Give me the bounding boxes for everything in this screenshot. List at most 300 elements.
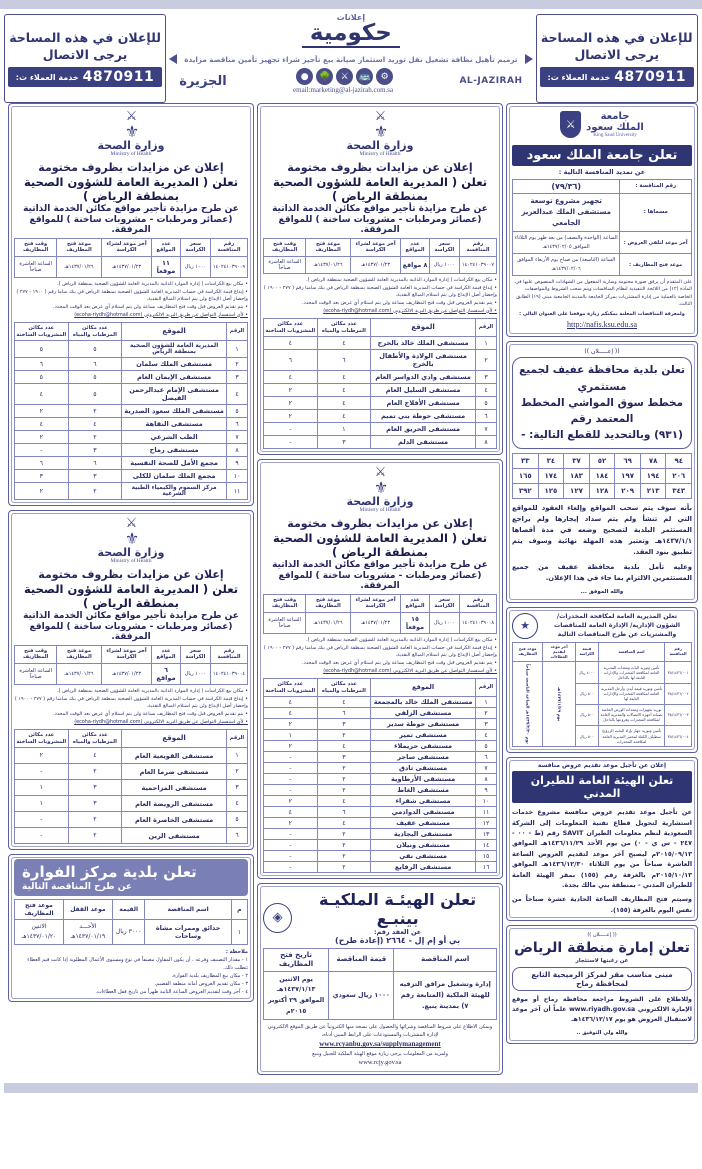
ad-left-phone-label: خدمة العملاء ت:	[547, 72, 611, 82]
loc-idx: ١١	[476, 807, 497, 818]
moh-h1: إعلان عن مزايدات بظروف مختومة	[287, 516, 473, 530]
loc-idx: ١١	[227, 483, 248, 500]
afif-headline-line2: مخطط سوق المواشي المخطط المعتمد رقم	[520, 396, 684, 426]
loc-cold: ٤	[317, 818, 371, 829]
ksu-row0-label: رقم المنافسة :	[620, 179, 692, 193]
fawwarah-th-1: اسم المناقصة	[145, 900, 231, 920]
moh-h3: عن طرح مزايدة تأجير مواقع مكائن الخدمة الذاتية	[23, 610, 239, 621]
moh-mark-icon: ⚜	[373, 477, 387, 497]
moh-note-0: • مكان بيع الكراسات ( إدارة الموارد الذاتية بالمديرية العامة للشؤون الصحية بمنطقة الرياض ).	[306, 636, 497, 643]
moh-tender-body	[15, 663, 248, 684]
loc-cold: ٦	[317, 708, 371, 719]
moh-crown-icon: ⚔	[125, 109, 137, 124]
loc-idx: ٧	[476, 423, 497, 436]
fawwarah-td-1: حدائق وممرات مشاة وساحات	[145, 920, 231, 945]
table-row	[15, 341, 248, 358]
loc-idx: ١	[227, 341, 248, 358]
ad-left-line1: للإعلان في هذه المساحة	[540, 30, 693, 45]
moh-note-3[interactable]: • لأي استفسار التواصل عن طريق البريد الالكتروني (ecoha-riydh@hotmail.com)	[323, 307, 497, 314]
moh-h4: (عصائر ومرطبات - مشروبات ساخنة ) للمواقع المرفقة.	[29, 214, 233, 235]
moh-td-5: الساعة العاشرة صباحاً	[15, 256, 57, 277]
moh-td-0: ١٤٠٢٤١٠٣٩٠٠٤	[211, 663, 248, 684]
plot-cell: ٣٩٢	[513, 483, 539, 498]
moh-td-0: ١٤٠٢٤١٠٣٩٠٠٩	[211, 256, 248, 277]
table-header-row	[15, 323, 248, 341]
fawwarah-notes	[14, 948, 248, 996]
loc-cold: ٢	[317, 829, 371, 840]
ad-afif-municipality	[506, 341, 698, 602]
loc-cold: ٣	[68, 470, 122, 483]
loc-name: مستشفى الأرطاوية	[371, 774, 476, 785]
narcotics-th-4: موعد فتح المظاريف	[513, 643, 543, 662]
loc-cold: ٣	[317, 752, 371, 763]
table-row	[264, 862, 497, 873]
moh-tender-summary-table	[263, 594, 497, 634]
moh-tender-body	[15, 256, 248, 277]
masthead-icons-wrap	[293, 68, 393, 94]
moh-th-1: سعر الكراسة	[429, 238, 459, 256]
ksu-tender-body	[513, 179, 692, 276]
table-row	[15, 764, 248, 780]
emirate-boxline: مبنى مناسب مقر لمركز الرميحية التابع لمحافظة رماح	[531, 970, 673, 988]
loc-cold: ٤	[317, 410, 371, 423]
table-row	[264, 851, 497, 862]
ksu-url-link[interactable]: http://nafis.ksu.edu.sa	[567, 319, 637, 329]
ksu-notes	[512, 279, 692, 331]
narcotics-r0-num: ٣٥/١٤٣٦/٠٠١	[665, 662, 692, 683]
loc-idx: ١٠	[227, 470, 248, 483]
loc-idx: ٣	[476, 719, 497, 730]
afif-body2: وعليه تأمل بلدية محافظة عفيف من جميع المستثمرين الالتزام بما جاء في هذا الإعلان.	[512, 562, 692, 582]
moh-h2: تعلن ( المديرية العامة للشؤون الصحية بمنطقة الرياض )	[272, 174, 488, 203]
table-row	[15, 256, 248, 277]
loc-hot: ٣	[15, 470, 69, 483]
moh-logo-en: Ministry of Health	[359, 507, 401, 514]
table-row	[264, 785, 497, 796]
moh-note-3[interactable]: • لأي استفسار التواصل عن طريق البريد الالكتروني (ecoha-riydh@hotmail.com)	[74, 311, 248, 318]
table-row	[15, 483, 248, 500]
ad-slot-left[interactable]	[536, 14, 699, 103]
moh-td-2: ١١ موقعاً	[152, 256, 180, 277]
emirate-headline: تعلن إمارة منطقة الرياض	[514, 940, 690, 956]
moh-td-1: ١٠٠٠ ريال	[429, 612, 459, 633]
moh-logo-left-bottom	[14, 517, 248, 565]
loc-hot: ٢	[264, 410, 318, 423]
column-left	[8, 103, 254, 1002]
loc-cold: ٣	[68, 780, 122, 796]
masthead-keyword-strip	[169, 54, 532, 64]
column-right	[506, 103, 698, 1044]
table-header-row	[15, 645, 248, 663]
bottom-divider-bar	[4, 1083, 698, 1093]
columns-container	[0, 103, 702, 1079]
loc-idx: ٦	[227, 418, 248, 431]
loc-idx: ١٦	[476, 862, 497, 873]
moh-logo-en: Ministry of Health	[359, 150, 401, 157]
emirate-kicker: (( إعـــــلان ))	[587, 932, 617, 938]
loc-hot: -	[264, 423, 318, 436]
moh-loc-th-1: الموقع	[371, 319, 476, 337]
moh-note-1: • إيداع قيمة الكراسة في حساب المديرية العامة للشؤون الصحية بمنطقة الرياض في بنك ساما رقم ( ١٩٠٠ - ٢٧٧ ) وإحضار أصل الإيداع ولن يتم استلام المبالغ النقدية.	[16, 288, 248, 302]
moh-th-0: رقم المنافسة	[211, 645, 248, 663]
moh-h3: عن طرح مزايدة تأجير مواقع مكائن الخدمة الذاتية	[272, 559, 488, 570]
ksu-row2-label: آخر موعد لتلقي العروض :	[620, 232, 692, 254]
plot-cell: ١٢٨	[589, 483, 615, 498]
moh-td-4: ١٤٣٧/٠١/٢٦هـ	[306, 612, 350, 633]
moh-mark-icon: ⚜	[124, 121, 138, 141]
table-row	[264, 971, 497, 1020]
column-middle	[257, 103, 503, 1075]
loc-cold: ٤	[317, 697, 371, 708]
moh-tender-summary-table	[14, 238, 248, 278]
loc-name: مستشفى الخاصرة العام	[122, 812, 227, 828]
narcotics-header	[512, 612, 692, 640]
loc-hot: -	[264, 436, 318, 449]
bus-icon: 🚌	[356, 68, 373, 85]
moh-note-2: • يتم تقديم العروض قبل وقت فتح المظاريف بساعة ولن يتم استلام أي عرض بعد الوقت المحدد.	[302, 299, 497, 306]
table-header-row	[15, 238, 248, 256]
loc-idx: ٧	[227, 431, 248, 444]
moh-td-2: ١٥ موقعاً	[401, 612, 429, 633]
table-row	[15, 470, 248, 483]
loc-name: مستشفى الأفلاج العام	[371, 397, 476, 410]
afif-headline-line1: تعلن بلدية محافظة عفيف لجميع مستثمري	[519, 364, 685, 393]
loc-idx: ٤	[227, 796, 248, 812]
moh-td-4: ١٤٣٧/٠١/٢٦هـ	[306, 256, 350, 273]
ksu-note2: ولمعرفة المناقصات المعلنة يمكنكم زيارة موقعنا على العنوان التالي :	[519, 310, 685, 317]
moh-td-4: ١٤٣٧/٠١/٢٦هـ	[57, 663, 101, 684]
moh-h2: تعلن ( المديرية العامة للشؤون الصحية بمنطقة الرياض )	[23, 174, 239, 203]
moh-loc-th-0: الرقم	[227, 323, 248, 341]
ad-right-phone-label: خدمة العملاء ت:	[15, 72, 79, 82]
loc-name: مستشفى الملك سلمان	[122, 358, 227, 371]
plot-cell: ٥٢	[589, 453, 615, 468]
loc-idx: ٣	[227, 371, 248, 384]
moh-h4: (عصائر ومرطبات - مشروبات ساخنة ) للمواقع المرفقة.	[278, 214, 482, 235]
moh-locations-head	[264, 319, 497, 337]
loc-name: مستشفى ساجر	[371, 752, 476, 763]
moh-h1: إعلان عن مزايدات بظروف مختومة	[38, 567, 224, 581]
moh-loc-th-0: الرقم	[227, 730, 248, 748]
loc-idx: ٤	[476, 730, 497, 741]
loc-cold: ٤	[317, 397, 371, 410]
loc-idx: ١	[476, 697, 497, 708]
moh-td-3: ١٤٣٧/٠١/٢٣هـ	[101, 256, 152, 277]
table-row	[264, 763, 497, 774]
loc-name: مستشفى الدلم	[371, 436, 476, 449]
table-row	[264, 796, 497, 807]
moh-tender-body	[264, 612, 497, 633]
loc-idx: ١	[227, 748, 248, 764]
ad-moh-tender-008	[257, 459, 503, 879]
table-row	[264, 371, 497, 384]
moh-th-2: عدد المواقع	[152, 238, 180, 256]
yanbu-td-date: يوم الاثنين ١٤٣٧/١/١٣هـ الموافق ٢٩ أكتوبر ٢٠١٥م	[264, 971, 329, 1020]
loc-hot: ٢	[264, 741, 318, 752]
emirate-body: وللاطلاع على الشروط مراجعة محافظة رماح أو موقع الإمارة الالكتروني www.riyadh.gov.sa علماً أن آخر موعد لاستقبال العروض هو يوم ١٤٣٦/١٢/١٧هـ	[512, 996, 692, 1024]
loc-name: المديرية العامة للشؤون الصحية بمنطقة الرياض	[122, 341, 227, 358]
ad-fawwarah-municipality	[8, 854, 254, 1002]
moh-tender-head	[15, 238, 248, 256]
loc-name: مستشفى وادي الدواسر العام	[371, 371, 476, 384]
loc-idx: ٥	[227, 812, 248, 828]
narcotics-r1-price: ٥٠٠ ريال	[575, 683, 598, 704]
loc-hot: ٦	[15, 358, 69, 371]
yanbu-note1: ويمكن الاطلاع على شروط المناقصة وشرائها والحصول على نسخة منها الكترونياً عن طريق الموقع الالكتروني لإدارة المشتريات والمستودعات على الرابط المبين أدناه،	[267, 1024, 493, 1039]
yanbu-table-head	[264, 949, 497, 972]
ad-king-saud-university	[506, 103, 698, 337]
table-row	[513, 453, 692, 468]
moh-notes	[14, 688, 248, 726]
loc-hot: -	[15, 444, 69, 457]
loc-name: مستشفى الغاط	[371, 785, 476, 796]
table-row	[264, 397, 497, 410]
moh-th-1: سعر الكراسة	[429, 594, 459, 612]
loc-cold: ٢	[317, 851, 371, 862]
ad-moh-tender-009	[8, 103, 254, 506]
loc-name: مركز السموم والكيمياء الطبية الشرعية	[122, 483, 227, 500]
moh-locations-table	[14, 729, 248, 844]
moh-note-2: • يتم تقديم العروض قبل وقت فتح المظاريف بساعة ولن يتم استلام أي عرض بعد الوقت المحدد.	[53, 303, 248, 310]
narcotics-r1-name: تأمين وتوريد قيمة أيدي وأرجل المديرية العامة لمكافحة المخدرات والإدارات التابعة لها	[598, 683, 664, 704]
loc-cold: ٦	[68, 457, 122, 470]
loc-name: مستشفى نفي	[371, 851, 476, 862]
narcotics-header-text	[542, 612, 692, 640]
loc-hot: ١	[15, 780, 69, 796]
plot-cell: ٦٩	[615, 453, 641, 468]
loc-idx: ١٢	[476, 818, 497, 829]
moh-logo-ar: وزارة الصحة	[346, 495, 414, 509]
yanbu-url1[interactable]: www.rcyanbu.gov.sa/supplymanagement	[319, 1040, 441, 1049]
yanbu-url2[interactable]: www.rcjy.gov.sa	[358, 1059, 402, 1067]
moh-th-1: سعر الكراسة	[180, 238, 210, 256]
loc-cold: ٢	[68, 405, 122, 418]
plot-cell: ١٢٥	[538, 483, 564, 498]
table-row	[264, 708, 497, 719]
loc-hot: ٥	[15, 341, 69, 358]
yanbu-headline: تعلن الهيئـة الملكيـة بينبـع	[319, 890, 477, 929]
loc-name: مجمع الملك سلمان للكلى	[122, 470, 227, 483]
table-row	[264, 730, 497, 741]
table-row	[264, 410, 497, 423]
loc-idx: ٨	[476, 436, 497, 449]
moh-td-0: ١٤٠٢٤١٠٣٩٠٠٧	[460, 256, 497, 273]
afif-headline-line3: (٩٣١) وبالتحديد للقطع التالية: -	[521, 429, 683, 442]
ksu-row1-label: مسماها :	[620, 193, 692, 232]
table-row	[264, 840, 497, 851]
moh-td-0: ١٤٠٢٤١٠٣٩٠٠٨	[460, 612, 497, 633]
moh-h2: تعلن ( المديرية العامة للشؤون الصحية بمنطقة الرياض )	[23, 581, 239, 610]
loc-name: مستشفى عفيف	[371, 818, 476, 829]
gaca-headline: تعلن الهيئة العامة للطيران المدني	[512, 771, 692, 803]
moh-th-5: وقت فتح المظاريف	[264, 238, 306, 256]
loc-cold: ٥	[68, 371, 122, 384]
table-row	[264, 719, 497, 730]
masthead-email[interactable]: email:marketing@al-jazirah.com.sa	[293, 86, 394, 94]
loc-hot: ٢	[15, 405, 69, 418]
moh-h3: عن طرح مزايدة تأجير مواقع مكائن الخدمة الذاتية	[23, 203, 239, 214]
table-row	[264, 818, 497, 829]
moh-locations-body	[15, 341, 248, 500]
plot-cell: ٣٤٣	[666, 483, 692, 498]
table-row	[15, 358, 248, 371]
table-header-row	[264, 594, 497, 612]
loc-hot: -	[264, 763, 318, 774]
moh-crown-icon: ⚔	[125, 516, 137, 532]
ksu-headline: تعلن جامعة الملك سعود	[512, 145, 692, 166]
loc-name: مستشفى الزلفي	[371, 708, 476, 719]
moh-logo-ar: وزارة الصحة	[346, 139, 414, 153]
plot-cell: ١٦٥	[513, 468, 539, 483]
moh-loc-th-3: عدد مكائن المشروبات الساخنة	[264, 679, 318, 697]
table-row	[513, 232, 692, 254]
loc-hot: ٢	[15, 748, 69, 764]
narcotics-th-1: اسم المناقصة	[598, 643, 664, 662]
gaca-body: عن تأجيل موعد تقديم عروض منافسة مشروع خدمات استشارية لتحويل قطاع تقنية المعلومات إلى الشركة السعودية لنظم معلومات الطيران SAVIT رقم (ط - ٠٠ - ٢٤٧ - س ي - ٠) من يوم الأحد ١٤٣٦/١١/٢٩هـ الموافق ٢٠١٥/٠٩/١٣م ليصبح آخر موعد لتقديم العروض الساعة العاشرة صباحاً من يوم الثلاثاء ١٤٣٦/١٢/٣٠هـ الموافق ٢٠١٥/١٠/١٣م بالغرفة رقم (١٥٥) بمقر الهيئة العامة للطيران المدني - بمنطقة بني مالك بجدة.	[512, 808, 693, 889]
ksu-row1-value: تجهيز مشروع توسعة مستشفى الملك عبدالعزيز الجامعي	[513, 193, 620, 232]
moh-note-2: • يتم تقديم العروض قبل وقت فتح المظاريف بساعة ولن يتم استلام أي عرض بعد الوقت المحدد.	[302, 659, 497, 666]
tree-icon: 🌳	[316, 68, 333, 85]
table-row	[15, 444, 248, 457]
fawwarah-td-0: ١	[231, 920, 247, 945]
moh-note-3[interactable]: • لأي استفسار التواصل عن طريق البريد الالكتروني (ecoha-riydh@hotmail.com)	[323, 667, 497, 674]
loc-name: مستشفى الولادة والأطفال بالخرج	[371, 350, 476, 371]
moh-logo-mid-bottom	[263, 466, 497, 514]
ad-riyadh-emirate	[506, 925, 698, 1044]
moh-loc-th-0: الرقم	[476, 319, 497, 337]
loc-cold: ٢	[317, 840, 371, 851]
loc-idx: ١٠	[476, 796, 497, 807]
ksu-row0-value: (٧٩/٣٦)	[513, 179, 620, 193]
narcotics-r0-name: تأمين وتوريد الياث ومعدات المديرية العامة لمكافحة المخدرات والإدارات التابعة لها بالداخل	[598, 662, 664, 683]
loc-idx: ٦	[476, 752, 497, 763]
moh-note-2: • يتم تقديم العروض قبل وقت فتح المظاريف بساعة ولن يتم استلام أي عرض بعد الوقت المحدد.	[53, 710, 248, 717]
ad-slot-right[interactable]	[4, 14, 167, 103]
moh-loc-th-3: عدد مكائن المشروبات الساخنة	[264, 319, 318, 337]
table-row	[513, 193, 692, 232]
loc-name: مستشفى الرويضة العام	[122, 796, 227, 812]
moh-note-1: • إيداع قيمة الكراسة في حساب المديرية العامة للشؤون الصحية بمنطقة الرياض في بنك سامبا رقم ( ٢٧٧ - ١٩٠٠ ) وإحضار أصل الإيداع ولن يتم استلام المبالغ النقدية.	[263, 284, 497, 298]
moh-h1: إعلان عن مزايدات بظروف مختومة	[287, 160, 473, 174]
loc-idx: ٥	[476, 397, 497, 410]
masthead-title-wrap	[302, 14, 400, 48]
loc-hot: -	[15, 764, 69, 780]
ad-left-phone-number: 4870911	[614, 69, 686, 85]
table-header-row	[264, 238, 497, 256]
moh-tender-head	[264, 238, 497, 256]
moh-td-2: ٦ مواقع	[152, 663, 180, 684]
masthead-bottom	[169, 68, 532, 94]
table-row	[513, 179, 692, 193]
fawwarah-note-1: ٢ - مكان بيع المظاريف بلدية الفوارة.	[171, 973, 248, 980]
loc-idx: ٦	[476, 410, 497, 423]
ksu-logo-text	[586, 111, 644, 139]
ad-right-line2: يرجى الاتصال	[42, 47, 128, 62]
loc-cold: ١	[317, 423, 371, 436]
loc-idx: ٢	[476, 708, 497, 719]
loc-hot: ٤	[264, 371, 318, 384]
loc-name: مستشفى البجادية	[371, 829, 476, 840]
table-row	[264, 612, 497, 633]
loc-idx: ٨	[227, 444, 248, 457]
afif-kicker: (( إعـــــلان ))	[584, 348, 620, 356]
loc-cold: ٢	[317, 763, 371, 774]
loc-hot: -	[264, 851, 318, 862]
narcotics-head2: الشؤون الإدارية/ الإدارة العامة للمناقصات	[554, 621, 680, 629]
loc-hot: -	[264, 840, 318, 851]
table-row	[264, 752, 497, 763]
narcotics-table	[512, 642, 692, 747]
loc-idx: ٩	[227, 457, 248, 470]
loc-hot: ٢	[15, 483, 69, 500]
moh-logo-ar: وزارة الصحة	[97, 139, 165, 153]
loc-cold: ٤	[68, 748, 122, 764]
moh-h4: (عصائر ومرطبات - مشروبات ساخنة ) للمواقع المرفقة.	[29, 621, 233, 642]
loc-hot: ٤	[264, 697, 318, 708]
loc-hot: -	[264, 785, 318, 796]
fawwarah-table-body	[15, 920, 248, 945]
loc-cold: ٦	[68, 358, 122, 371]
moh-notes	[263, 277, 497, 315]
loc-name: مستشفى النقاهة	[122, 418, 227, 431]
moh-tender-head	[264, 594, 497, 612]
ksu-logo-ar1: جامعة	[600, 111, 630, 122]
narcotics-r1-num: ٣٥/١٤٣٦/٠٠٢	[665, 683, 692, 704]
loc-cold: ٤	[68, 418, 122, 431]
narcotics-r3-num: ٣٥/١٤٣٦/٠٠٤	[665, 726, 692, 747]
moh-td-1: ١٠٠٠ ريال	[180, 256, 210, 277]
moh-th-3: آخر موعد لشراء الكراسة	[350, 238, 401, 256]
moh-th-4: موعد فتح المظاريف	[306, 238, 350, 256]
loc-hot: ٤	[264, 337, 318, 350]
loc-name: مستشفى القويعية العام	[122, 748, 227, 764]
moh-th-5: وقت فتح المظاريف	[15, 238, 57, 256]
loc-idx: ٢	[476, 350, 497, 371]
afif-plot-grid-body	[513, 453, 692, 498]
table-header-row	[513, 643, 692, 662]
moh-locations-body	[264, 697, 497, 873]
moh-th-0: رقم المنافسة	[460, 594, 497, 612]
plot-cell: ٣٧	[564, 453, 590, 468]
moh-logo-mid-top	[263, 110, 497, 158]
moh-td-3: ١٤٣٧/٠١/٢٣هـ	[350, 256, 401, 273]
loc-name: مستشفى شقراء	[371, 796, 476, 807]
loc-hot: -	[264, 752, 318, 763]
table-row	[15, 828, 248, 844]
loc-name: مستشفى ونيلان	[371, 840, 476, 851]
plot-cell: ١٩٤	[640, 468, 666, 483]
loc-cold: ٣	[68, 796, 122, 812]
loc-cold: ٤	[317, 796, 371, 807]
table-row	[15, 780, 248, 796]
moh-note-3[interactable]: • لأي استفسار التواصل عن طريق البريد الالكتروني (ecoha-riydh@hotmail.com)	[74, 718, 248, 725]
narcotics-th-2: قيمة الكراسة	[575, 643, 598, 662]
table-row	[264, 697, 497, 708]
narcotics-r2-price: ٥٠٠ ريال	[575, 704, 598, 725]
table-row	[513, 662, 692, 683]
loc-hot: ٢	[264, 397, 318, 410]
loc-hot: ١	[264, 730, 318, 741]
loc-idx: ٣	[476, 371, 497, 384]
loc-cold: ٢	[68, 431, 122, 444]
loc-hot: -	[264, 829, 318, 840]
loc-hot: ٤	[264, 708, 318, 719]
loc-name: مستشفى الحريق العام	[371, 423, 476, 436]
fawwarah-title1: تعلن بلدية مركز الفوارة	[22, 863, 197, 882]
moh-th-3: آخر موعد لشراء الكراسة	[350, 594, 401, 612]
moh-note-0: • مكان بيع الكراسات ( إدارة الموارد الذاتية بالمديرية العامة للشؤون الصحية بمنطقة الرياض ).	[306, 276, 497, 283]
loc-idx: ٧	[476, 763, 497, 774]
